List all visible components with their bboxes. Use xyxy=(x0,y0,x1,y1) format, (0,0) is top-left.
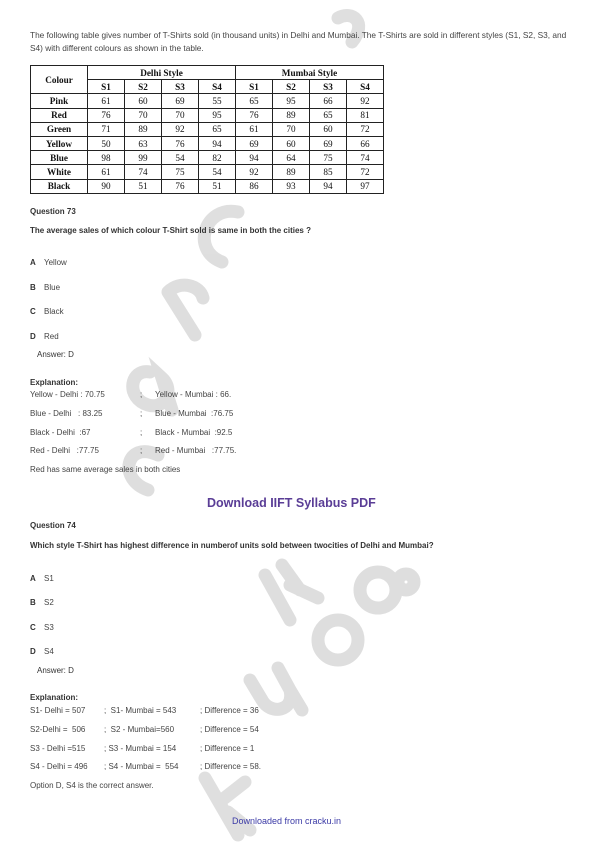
q73-exp-sep: ; xyxy=(140,446,143,455)
q73-exp-left: Black - Delhi :67 xyxy=(30,428,91,437)
q74-option-a[interactable]: A S1 xyxy=(30,574,54,583)
value-cell: 97 xyxy=(347,179,384,193)
value-cell: 65 xyxy=(310,108,347,122)
colour-cell: Blue xyxy=(31,151,88,165)
value-cell: 92 xyxy=(236,165,273,179)
table-row xyxy=(31,165,384,179)
value-cell: 89 xyxy=(273,165,310,179)
value-cell: 76 xyxy=(162,179,199,193)
value-cell: 94 xyxy=(199,136,236,150)
value-cell: 60 xyxy=(125,94,162,108)
value-cell: 74 xyxy=(125,165,162,179)
value-cell: 89 xyxy=(125,122,162,136)
q74-exp-diff: ; Difference = 36 xyxy=(200,706,259,715)
q73-exp-left: Blue - Delhi : 83.25 xyxy=(30,409,103,418)
value-cell: 60 xyxy=(273,136,310,150)
value-cell: 61 xyxy=(88,165,125,179)
q73-exp-right: Black - Mumbai :92.5 xyxy=(155,428,233,437)
group-header-delhi: Delhi Style xyxy=(88,66,236,80)
value-cell: 54 xyxy=(199,165,236,179)
value-cell: 69 xyxy=(162,94,199,108)
q73-exp-sep: ; xyxy=(140,409,143,418)
colour-cell: Black xyxy=(31,179,88,193)
q73-exp-left: Red - Delhi :77.75 xyxy=(30,446,99,455)
value-cell: 95 xyxy=(273,94,310,108)
q74-option-c[interactable]: C S3 xyxy=(30,623,54,632)
q74-conclusion: Option D, S4 is the correct answer. xyxy=(30,781,154,790)
value-cell: 69 xyxy=(236,136,273,150)
value-cell: 75 xyxy=(310,151,347,165)
value-cell: 93 xyxy=(273,179,310,193)
q73-conclusion: Red has same average sales in both cities xyxy=(30,465,181,474)
style-header: S2 xyxy=(125,80,162,94)
value-cell: 86 xyxy=(236,179,273,193)
value-cell: 94 xyxy=(310,179,347,193)
value-cell: 65 xyxy=(199,122,236,136)
value-cell: 66 xyxy=(310,94,347,108)
value-cell: 69 xyxy=(310,136,347,150)
value-cell: 61 xyxy=(88,94,125,108)
style-header: S2 xyxy=(273,80,310,94)
style-header: S1 xyxy=(88,80,125,94)
value-cell: 55 xyxy=(199,94,236,108)
value-cell: 72 xyxy=(347,122,384,136)
tshirt-sales-table xyxy=(30,65,384,194)
value-cell: 70 xyxy=(125,108,162,122)
question-74-label: Question 74 xyxy=(30,521,76,530)
q73-option-b[interactable]: B Blue xyxy=(30,283,61,292)
q73-answer: Answer: D xyxy=(37,350,74,359)
style-header: S3 xyxy=(162,80,199,94)
question-73-text: The average sales of which colour T-Shirt sold is same in both the cities ? xyxy=(30,226,311,235)
q73-exp-sep: ; xyxy=(140,390,143,399)
value-cell: 61 xyxy=(236,122,273,136)
question-73-label: Question 73 xyxy=(30,207,76,216)
value-cell: 74 xyxy=(347,151,384,165)
style-header: S4 xyxy=(199,80,236,94)
q73-exp-left: Yellow - Delhi : 70.75 xyxy=(30,390,105,399)
q74-option-d[interactable]: D S4 xyxy=(30,647,54,656)
style-header: S3 xyxy=(310,80,347,94)
value-cell: 54 xyxy=(162,151,199,165)
table-row xyxy=(31,108,384,122)
q74-exp-mumbai: ; S4 - Mumbai = 554 xyxy=(104,762,179,771)
q74-exp-mumbai: ; S2 - Mumbai=560 xyxy=(104,725,175,734)
footer-link[interactable]: Downloaded from cracku.in xyxy=(232,816,342,826)
value-cell: 85 xyxy=(310,165,347,179)
q73-exp-sep: ; xyxy=(140,428,143,437)
q73-option-a[interactable]: A Yellow xyxy=(30,258,67,267)
q74-exp-delhi: S1- Delhi = 507 xyxy=(30,706,86,715)
group-header-mumbai: Mumbai Style xyxy=(236,66,384,80)
colour-cell: Pink xyxy=(31,94,88,108)
table-row xyxy=(31,94,384,108)
colour-cell: Yellow xyxy=(31,136,88,150)
colour-header: Colour xyxy=(31,66,88,94)
question-74-text: Which style T-Shirt has highest difference in numberof units sold between twocities of Delhi and Mumbai? xyxy=(30,541,434,550)
value-cell: 82 xyxy=(199,151,236,165)
value-cell: 90 xyxy=(88,179,125,193)
table-row xyxy=(31,151,384,165)
q73-option-c[interactable]: C Black xyxy=(30,307,64,316)
value-cell: 95 xyxy=(199,108,236,122)
q73-exp-right: Red - Mumbai :77.75. xyxy=(155,446,237,455)
download-syllabus-link[interactable]: Download IIFT Syllabus PDF xyxy=(207,496,376,510)
q74-exp-mumbai: ; S3 - Mumbai = 154 xyxy=(104,744,177,753)
value-cell: 66 xyxy=(347,136,384,150)
q73-option-d[interactable]: D Red xyxy=(30,332,59,341)
value-cell: 92 xyxy=(347,94,384,108)
value-cell: 76 xyxy=(88,108,125,122)
value-cell: 60 xyxy=(310,122,347,136)
style-header: S4 xyxy=(347,80,384,94)
q74-exp-diff: ; Difference = 58. xyxy=(200,762,261,771)
style-header: S1 xyxy=(236,80,273,94)
value-cell: 99 xyxy=(125,151,162,165)
value-cell: 89 xyxy=(273,108,310,122)
q74-explanation-label: Explanation: xyxy=(30,693,79,702)
value-cell: 76 xyxy=(162,136,199,150)
value-cell: 70 xyxy=(162,108,199,122)
q73-exp-right: Blue - Mumbai :76.75 xyxy=(155,409,234,418)
q74-exp-delhi: S2-Delhi = 506 xyxy=(30,725,86,734)
q74-exp-mumbai: ; S1- Mumbai = 543 xyxy=(104,706,177,715)
table-row xyxy=(31,179,384,193)
q74-exp-diff: ; Difference = 1 xyxy=(200,744,255,753)
value-cell: 63 xyxy=(125,136,162,150)
value-cell: 81 xyxy=(347,108,384,122)
q74-option-b[interactable]: B S2 xyxy=(30,598,54,607)
q73-explanation-label: Explanation: xyxy=(30,378,79,387)
colour-cell: Red xyxy=(31,108,88,122)
value-cell: 98 xyxy=(88,151,125,165)
value-cell: 72 xyxy=(347,165,384,179)
q74-answer: Answer: D xyxy=(37,666,74,675)
colour-cell: Green xyxy=(31,122,88,136)
colour-cell: White xyxy=(31,165,88,179)
q73-exp-right: Yellow - Mumbai : 66. xyxy=(155,390,232,399)
value-cell: 75 xyxy=(162,165,199,179)
value-cell: 65 xyxy=(236,94,273,108)
value-cell: 51 xyxy=(125,179,162,193)
value-cell: 51 xyxy=(199,179,236,193)
value-cell: 94 xyxy=(236,151,273,165)
q74-exp-diff: ; Difference = 54 xyxy=(200,725,259,734)
table-row xyxy=(31,136,384,150)
value-cell: 70 xyxy=(273,122,310,136)
value-cell: 64 xyxy=(273,151,310,165)
value-cell: 50 xyxy=(88,136,125,150)
table-row xyxy=(31,122,384,136)
value-cell: 76 xyxy=(236,108,273,122)
q74-exp-delhi: S4 - Delhi = 496 xyxy=(30,762,88,771)
q74-exp-delhi: S3 - Delhi =515 xyxy=(30,744,86,753)
intro-text: The following table gives number of T-Shirts sold (in thousand units) in Delhi and Mumbai. The T-Shirts are sold in different styles (S1, S2, S3, and S4) with different colours as shown in the table. xyxy=(30,30,567,53)
value-cell: 71 xyxy=(88,122,125,136)
value-cell: 92 xyxy=(162,122,199,136)
